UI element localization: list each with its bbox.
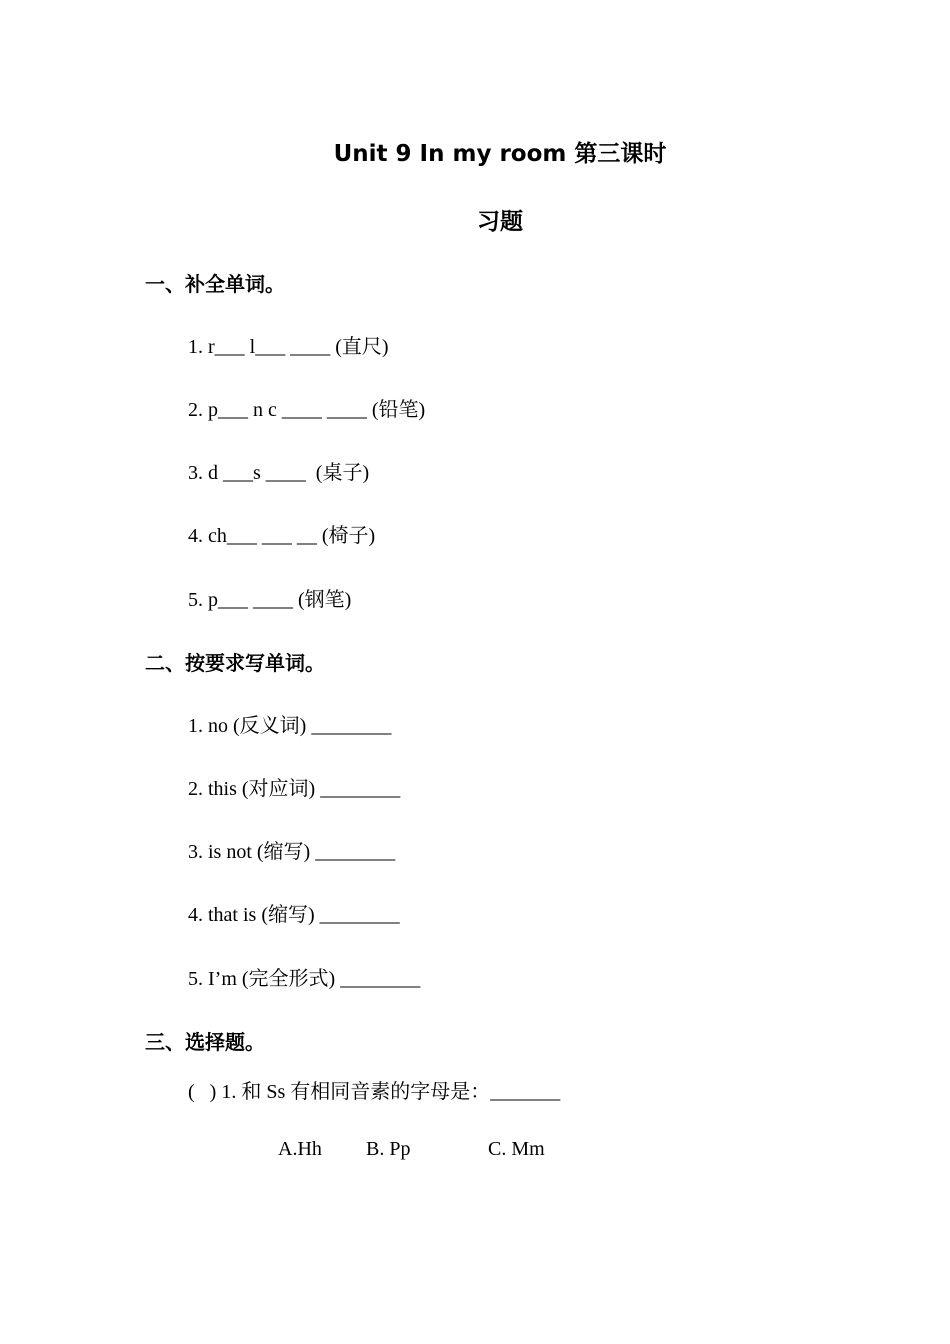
write-word-item: 2. this (对应词) ________ (188, 778, 401, 800)
choice-question: ( ) 1. 和 Ss 有相同音素的字母是：_______ (188, 1081, 561, 1103)
write-word-item: 1. no (反义词) ________ (188, 715, 392, 737)
section-heading-multiple-choice: 三、选择题。 (145, 1030, 265, 1054)
fill-word-item: 4. ch___ ___ __ (椅子) (188, 525, 376, 547)
choice-option-c: C. Mm (488, 1138, 545, 1160)
section-heading-write-words: 二、按要求写单词。 (145, 651, 325, 675)
write-word-item: 5. I’m (完全形式) ________ (188, 968, 421, 990)
write-word-item: 4. that is (缩写) ________ (188, 904, 400, 926)
choice-option-a: A.Hh (278, 1138, 322, 1160)
fill-word-item: 5. p___ ____ (钢笔) (188, 589, 352, 611)
write-word-item: 3. is not (缩写) ________ (188, 841, 396, 863)
fill-word-item: 3. d ___s ____ (桌子) (188, 462, 370, 484)
page-title: Unit 9 In my room 第三课时 (333, 141, 667, 167)
fill-word-item: 2. p___ n c ____ ____ (铅笔) (188, 399, 426, 421)
choice-option-b: B. Pp (366, 1138, 411, 1160)
section-heading-fill-words: 一、补全单词。 (145, 272, 285, 296)
fill-word-item: 1. r___ l___ ____ (直尺) (188, 336, 389, 358)
page-subtitle: 习题 (477, 209, 523, 235)
